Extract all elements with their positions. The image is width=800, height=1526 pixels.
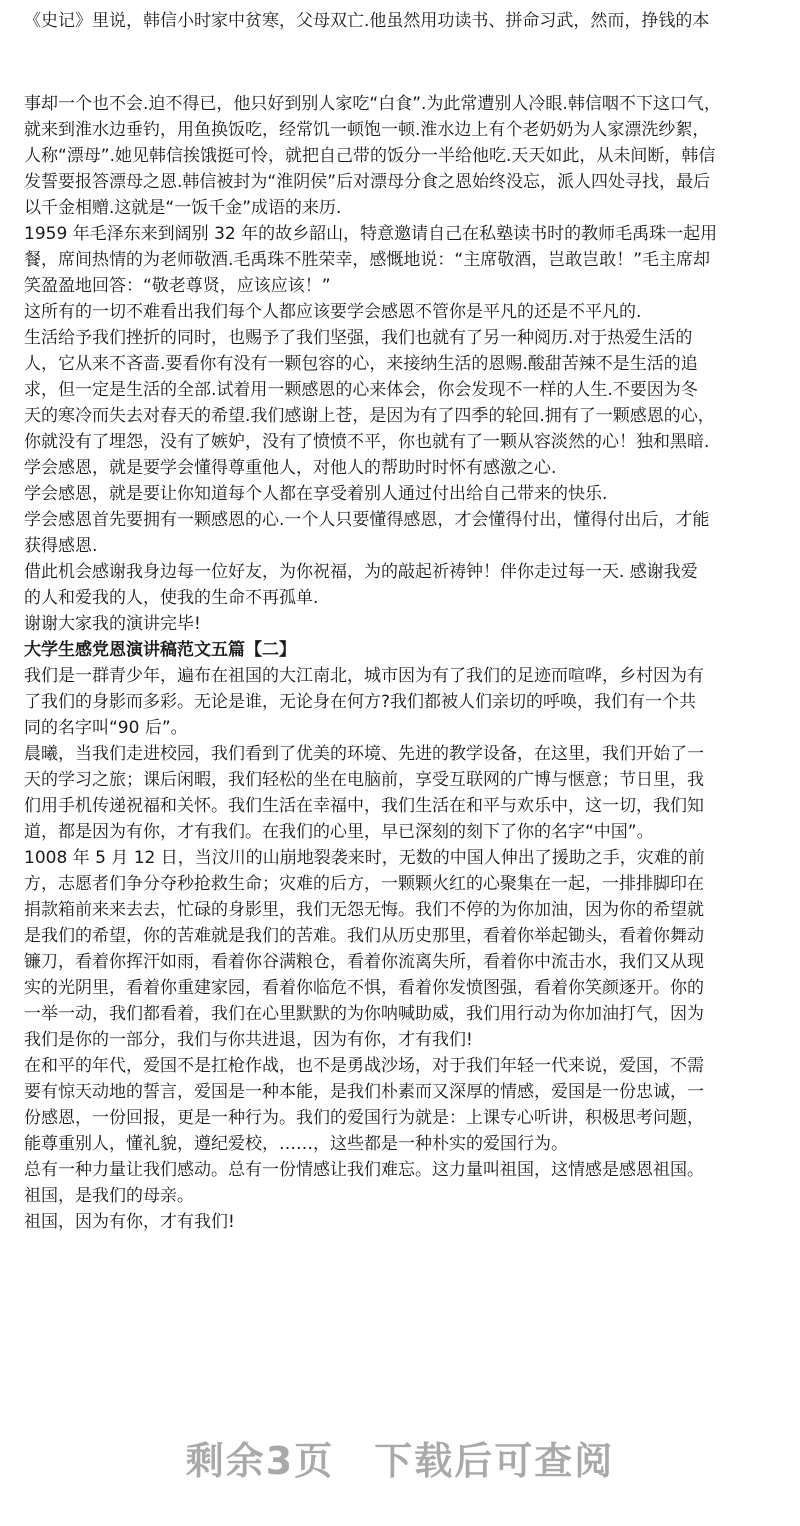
text-line: 祖国，因为有你，才有我们! <box>24 1212 235 1232</box>
text-line: 捐款箱前来来去去，忙碌的身影里，我们无怨无悔。我们不停的为你加油，因为你的希望就 <box>24 900 704 920</box>
text-line: 份感恩，一份回报，更是一种行为。我们的爱国行为就是：上课专心听讲，积极思考问题， <box>24 1108 704 1128</box>
text-line: 学会感恩，就是要学会懂得尊重他人，对他人的帮助时时怀有感激之心. <box>24 458 557 478</box>
text-line: 事却一个也不会.迫不得已，他只好到别人家吃“白食”.为此常遭别人冷眼.韩信咽不下这口气， <box>24 94 721 114</box>
text-line: 晨曦，当我们走进校园，我们看到了优美的环境、先进的教学设备，在这里，我们开始了一 <box>24 744 704 764</box>
text-line: 1959 年毛泽东来到阔别 32 年的故乡韶山，特意邀请自己在私塾读书时的教师毛禹珠一起用 <box>24 224 718 244</box>
text-line: 学会感恩，就是要让你知道每个人都在享受着别人通过付出给自己带来的快乐. <box>24 484 608 504</box>
remaining-pages-label: 剩余3页 <box>185 1439 335 1483</box>
download-label: 下载后可查阅 <box>374 1439 615 1483</box>
text-line: 以千金相赠.这就是“一饭千金”成语的来历. <box>24 198 342 218</box>
text-line: 我们是一群青少年，遍布在祖国的大江南北，城市因为有了我们的足迹而喧哗，乡村因为有 <box>24 666 704 686</box>
text-line: 一举一动，我们都看着，我们在心里默默的为你呐喊助威，我们用行动为你加油打气，因为 <box>24 1004 704 1024</box>
text-line: 你就没有了埋怨，没有了嫉妒，没有了愤愤不平，你也就有了一颗从容淡然的心！独和黑暗. <box>24 432 710 452</box>
text-line: 方，志愿者们争分夺秒抢救生命；灾难的后方，一颗颗火红的心聚集在一起，一排排脚印在 <box>24 874 704 894</box>
text-line: 实的光阴里，看着你重建家园，看着你临危不惧，看着你发愤图强，看着你笑颜逐开。你的 <box>24 978 704 998</box>
text-line: 能尊重别人，懂礼貌，遵纪爱校，……，这些都是一种朴实的爱国行为。 <box>24 1134 568 1154</box>
text-line: 《史记》里说，韩信小时家中贫寒，父母双亡.他虽然用功读书、拼命习武，然而，挣钱的本 <box>24 11 710 31</box>
text-line: 借此机会感谢我身边每一位好友，为你祝福，为的敲起祈祷钟！伴你走过每一天. 感谢我爱 <box>24 562 698 582</box>
text-line: 道，都是因为有你，才有我们。在我们的心里，早已深刻的刻下了你的名字“中国”。 <box>24 822 654 842</box>
text-line: 祖国，是我们的母亲。 <box>24 1186 194 1206</box>
text-line: 餐，席间热情的为老师敬酒.毛禹珠不胜荣幸，感慨地说：“主席敬酒，岂敢岂敢！”毛主席却 <box>24 250 711 270</box>
text-line: 求，但一定是生活的全部.试着用一颗感恩的心来体会，你会发现不一样的人生.不要因为冬 <box>24 380 698 400</box>
section-heading: 大学生感党恩演讲稿范文五篇【二】 <box>24 640 296 660</box>
text-line: 就来到淮水边垂钓，用鱼换饭吃，经常饥一顿饱一顿.淮水边上有个老奶奶为人家漂洗纱絮， <box>24 120 710 140</box>
text-line: 学会感恩首先要拥有一颗感恩的心.一个人只要懂得感恩，才会懂得付出，懂得付出后，才能 <box>24 510 710 530</box>
text-line: 1008 年 5 月 12 日，当汶川的山崩地裂袭来时，无数的中国人伸出了援助之手，灾难的前 <box>24 848 705 868</box>
text-line: 我们是你的一部分，我们与你共进退，因为有你，才有我们! <box>24 1030 473 1050</box>
text-line: 人称“漂母”.她见韩信挨饿挺可怜，就把自己带的饭分一半给他吃.天天如此，从未间断，韩信 <box>24 146 716 166</box>
text-line: 人，它从来不吝啬.要看你有没有一颗包容的心，来接纳生活的恩赐.酸甜苦辣不是生活的追 <box>24 354 698 374</box>
text-line: 获得感恩. <box>24 536 98 556</box>
text-line: 这所有的一切不难看出我们每个人都应该要学会感恩不管你是平凡的还是不平凡的. <box>24 302 642 322</box>
text-line: 了我们的身影而多彩。无论是谁，无论身在何方?我们都被人们亲切的呼唤，我们有一个共 <box>24 692 697 712</box>
text-line: 要有惊天动地的誓言，爱国是一种本能，是我们朴素而又深厚的情感，爱国是一份忠诚，一 <box>24 1082 704 1102</box>
text-line: 天的学习之旅；课后闲暇，我们轻松的坐在电脑前，享受互联网的广博与惬意；节日里，我 <box>24 770 704 790</box>
text-line: 镰刀，看着你挥汗如雨，看着你谷满粮仓，看着你流离失所，看着你中流击水，我们又从现 <box>24 952 704 972</box>
download-prompt[interactable] <box>0 1430 800 1485</box>
text-line: 笑盈盈地回答：“敬老尊贤，应该应该！” <box>24 276 331 296</box>
text-line: 生活给予我们挫折的同时，也赐予了我们坚强，我们也就有了另一种阅历.对于热爱生活的 <box>24 328 693 348</box>
text-line: 总有一种力量让我们感动。总有一份情感让我们难忘。这力量叫祖国，这情感是感恩祖国。 <box>24 1160 704 1180</box>
text-line: 们用手机传递祝福和关怀。我们生活在幸福中，我们生活在和平与欢乐中，这一切，我们知 <box>24 796 704 816</box>
text-line: 同的名字叫“90 后”。 <box>24 718 188 738</box>
text-line: 天的寒冷而失去对春天的希望.我们感谢上苍，是因为有了四季的轮回.拥有了一颗感恩的心， <box>24 406 715 426</box>
text-line: 发誓要报答漂母之恩.韩信被封为“淮阴侯”后对漂母分食之恩始终没忘，派人四处寻找，最后 <box>24 172 711 192</box>
text-line: 在和平的年代，爱国不是扛枪作战，也不是勇战沙场，对于我们年轻一代来说，爱国，不需 <box>24 1056 704 1076</box>
text-line: 是我们的希望，你的苦难就是我们的苦难。我们从历史那里，看着你举起锄头，看着你舞动 <box>24 926 704 946</box>
text-line: 谢谢大家我的演讲完毕! <box>24 614 201 634</box>
text-line: 的人和爱我的人，使我的生命不再孤单. <box>24 588 319 608</box>
